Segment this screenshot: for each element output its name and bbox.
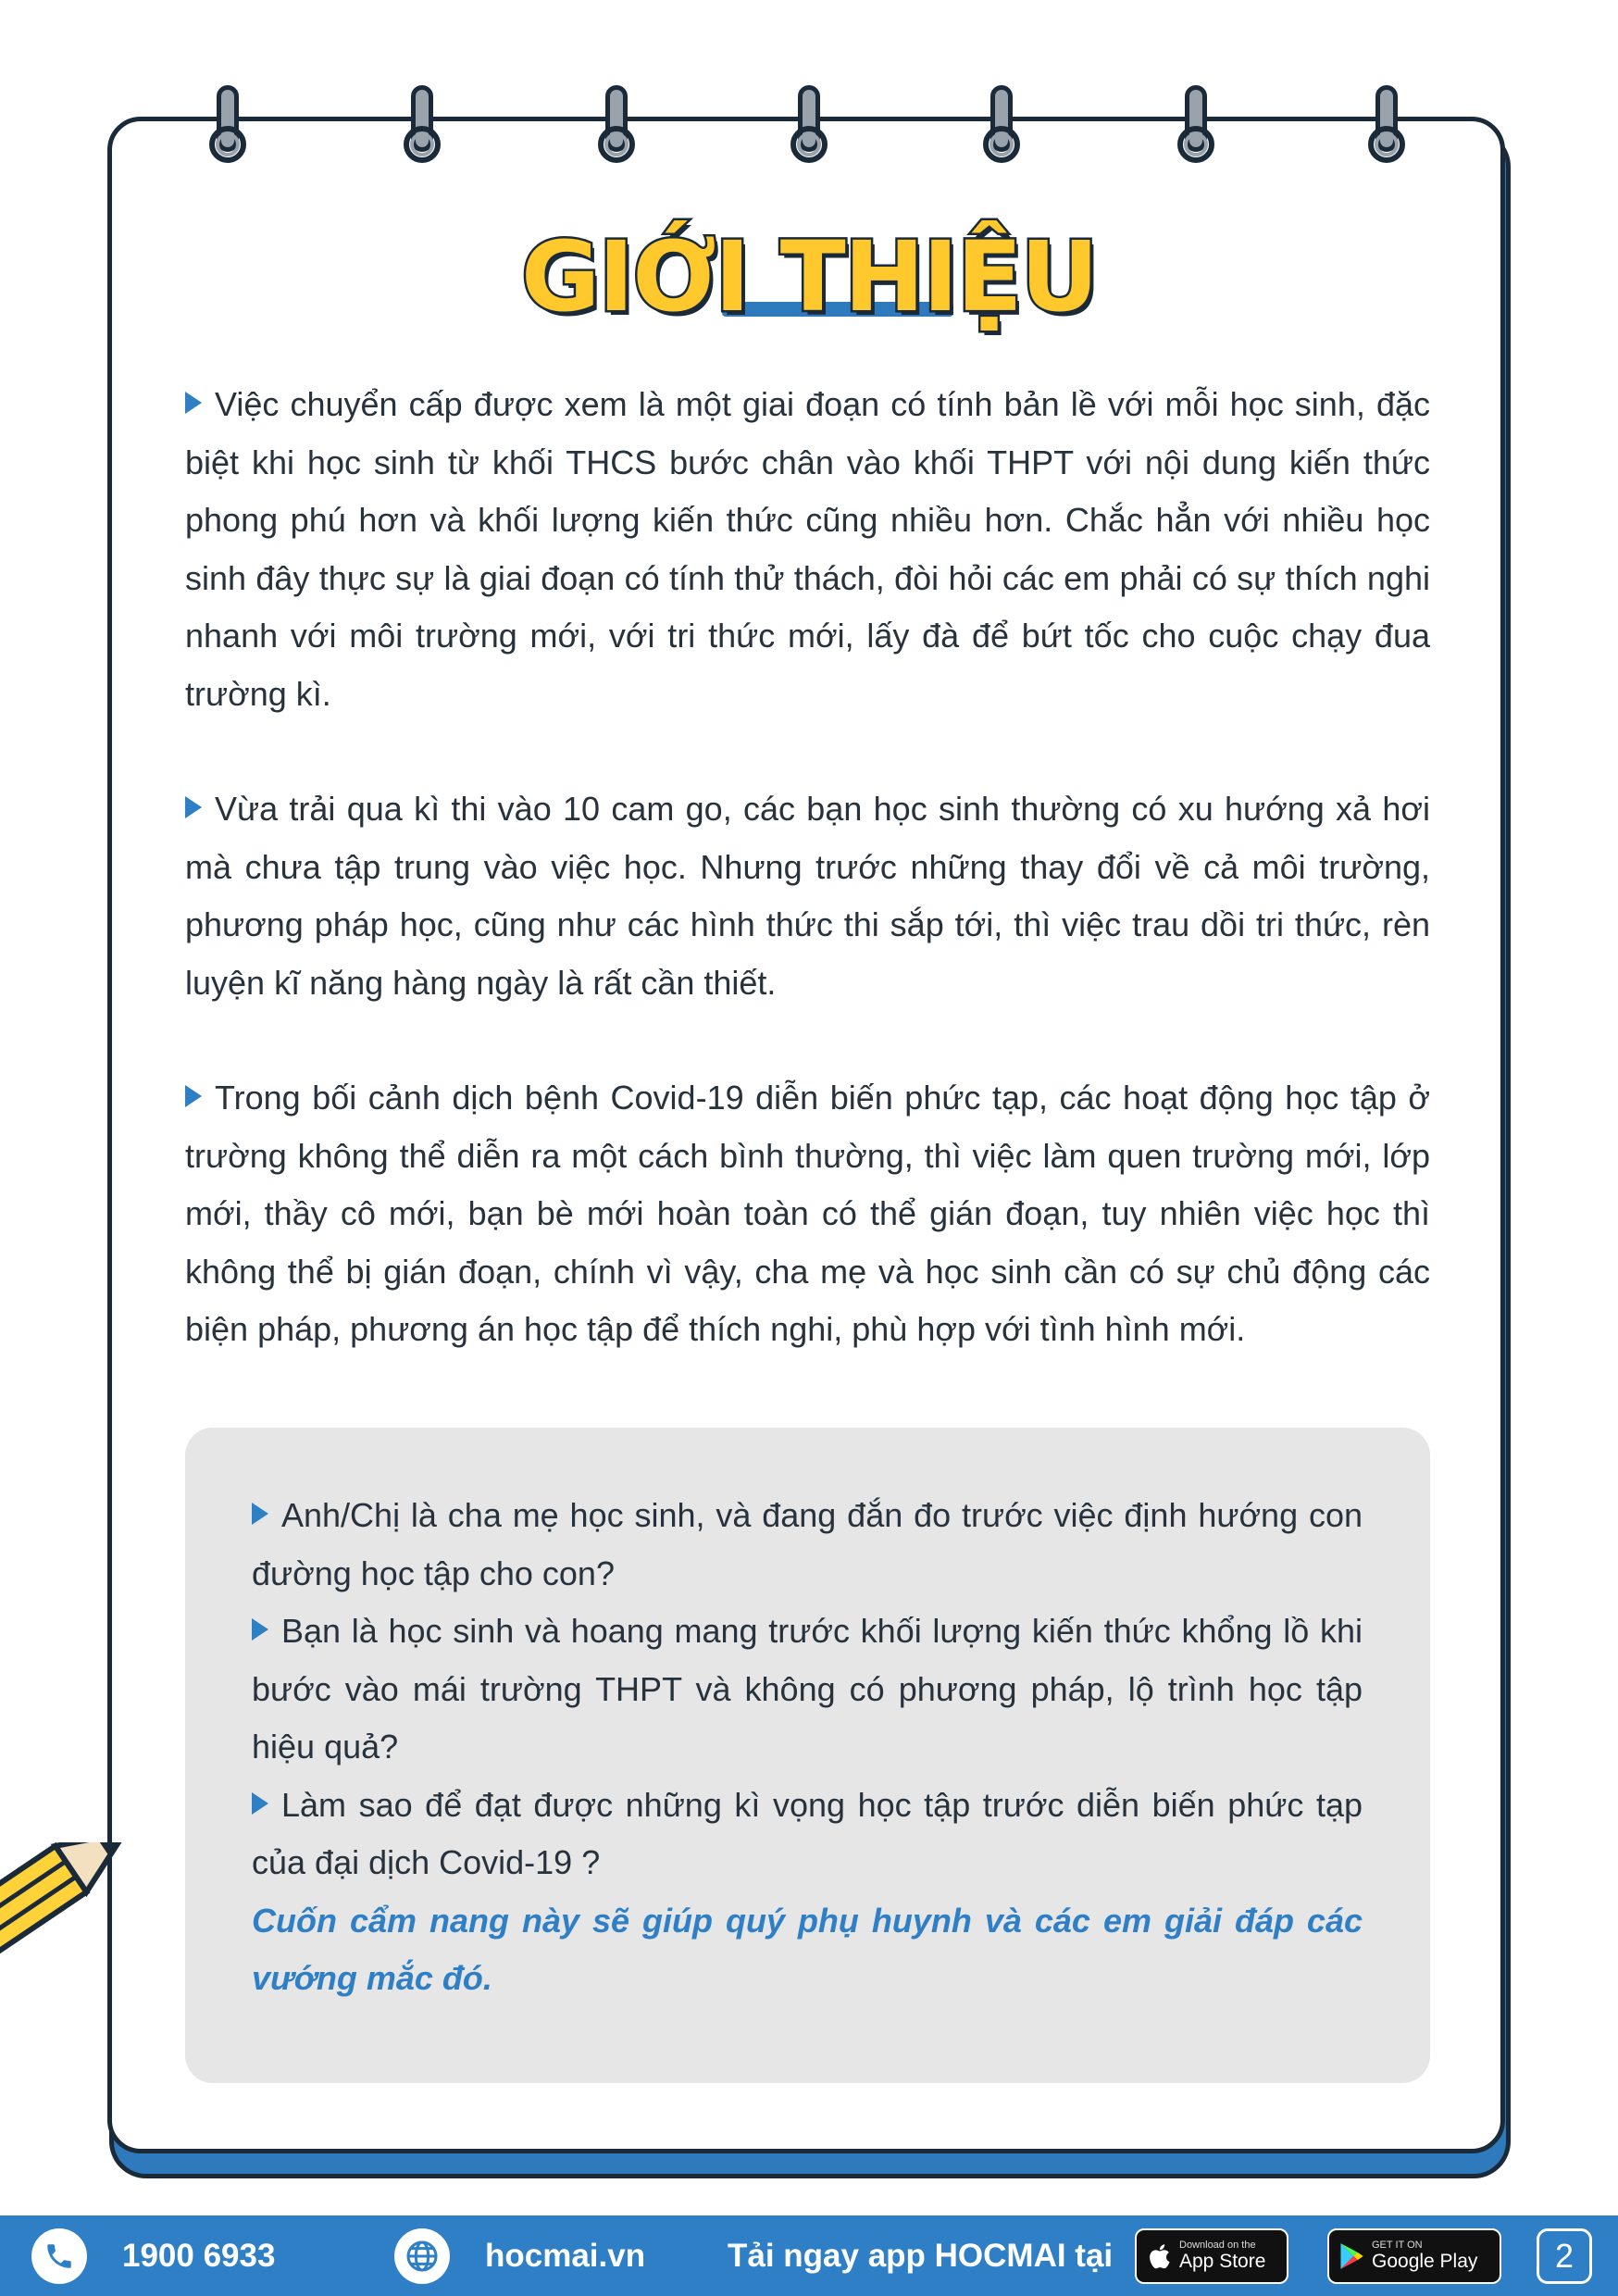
bullet-triangle-icon [185,1085,202,1107]
download-label-wrap [728,2215,1113,2296]
footer-bar [0,2215,1618,2296]
globe-icon [394,2228,450,2284]
website-link: hocmai.vn [485,2237,646,2274]
phone-number: 1900 6933 [122,2237,276,2274]
binder-ring [787,85,831,168]
binder-ring [1364,85,1409,168]
google-play-small-text: GET IT ON [1372,2240,1423,2251]
pencil-icon [0,1842,463,2231]
apple-icon [1146,2241,1172,2271]
bullet-triangle-icon [252,1618,268,1641]
bullet-triangle-icon [185,392,202,414]
bullet-triangle-icon [185,796,202,818]
google-play-text: Google Play [1372,2251,1478,2272]
download-label: Tải ngay app HOCMAI tại [728,2237,1114,2274]
question-item: Anh/Chị là cha mẹ học sinh, và đang đắn đo trước việc định hướng con đường học tập cho con? [252,1496,1363,1592]
footer-phone[interactable] [31,2215,275,2296]
binder-ring [1174,85,1218,168]
app-store-text: App Store [1179,2251,1266,2272]
page-number: 2 [1537,2228,1592,2284]
footer-website[interactable] [394,2215,645,2296]
intro-paragraph: Vừa trải qua kì thi vào 10 cam go, các bạn học sinh thường có xu hướng xả hơi mà chưa tập trung vào việc học. Nhưng trước những thay đổi về cả môi trường, phương pháp học, cũng như các hình thức thi sắp tới, thì việc trau dồi tri thức, rèn luyện kĩ năng hàng ngày là rất cần thiết. [185,790,1430,1002]
question-item: Bạn là học sinh và hoang mang trước khối lượng kiến thức khổng lồ khi bước vào mái trường THPT và không có phương pháp, lộ trình học tập hiệu quả? [252,1612,1363,1766]
app-store-badge[interactable] [1135,2228,1288,2284]
binder-ring [594,85,639,168]
binder-ring [979,85,1024,168]
binder-ring [400,85,444,168]
google-play-badge[interactable] [1327,2228,1501,2284]
question-item: Làm sao để đạt được những kì vọng học tập trước diễn biến phức tạp của đại dịch Covid-19 ? [252,1785,1363,1881]
bullet-triangle-icon [252,1503,268,1525]
intro-paragraph: Trong bối cảnh dịch bệnh Covid-19 diễn biến phức tạp, các hoạt động học tập ở trường không thể diễn ra một cách bình thường, thì việc làm quen trường mới, lớp mới, thầy cô mới, bạn bè mới hoàn toàn có thể gián đoạn, tuy nhiên việc học thì không thể bị gián đoạn, chính vì vậy, cha mẹ và học sinh cần có sự chủ động các biện pháp, phương án học tập để thích nghi, phù hợp với tình hình mới. [185,1079,1430,1348]
intro-paragraph: Việc chuyển cấp được xem là một giai đoạn có tính bản lề với mỗi học sinh, đặc biệt khi học sinh từ khối THCS bước chân vào khối THPT với nội dung kiến thức phong phú hơn và khối lượng kiến thức cũng nhiều hơn. Chắc hẳn với nhiều học sinh đây thực sự là giai đoạn có tính thử thách, đòi hỏi các em phải có sự thích nghi nhanh với môi trường mới, với tri thức mới, lấy đà để bứt tốc cho cuộc chạy đua trường kì. [185,385,1430,713]
page-title: GIỚI THIỆU [521,220,1097,333]
call-to-action: Cuốn cẩm nang này sẽ giúp quý phụ huynh và các em giải đáp các vướng mắc đó. [252,1901,1363,1997]
bullet-triangle-icon [252,1792,268,1815]
phone-icon [31,2228,87,2284]
binder-ring [205,85,250,168]
google-play-icon [1338,2242,1364,2270]
app-store-small-text: Download on the [1179,2240,1256,2251]
